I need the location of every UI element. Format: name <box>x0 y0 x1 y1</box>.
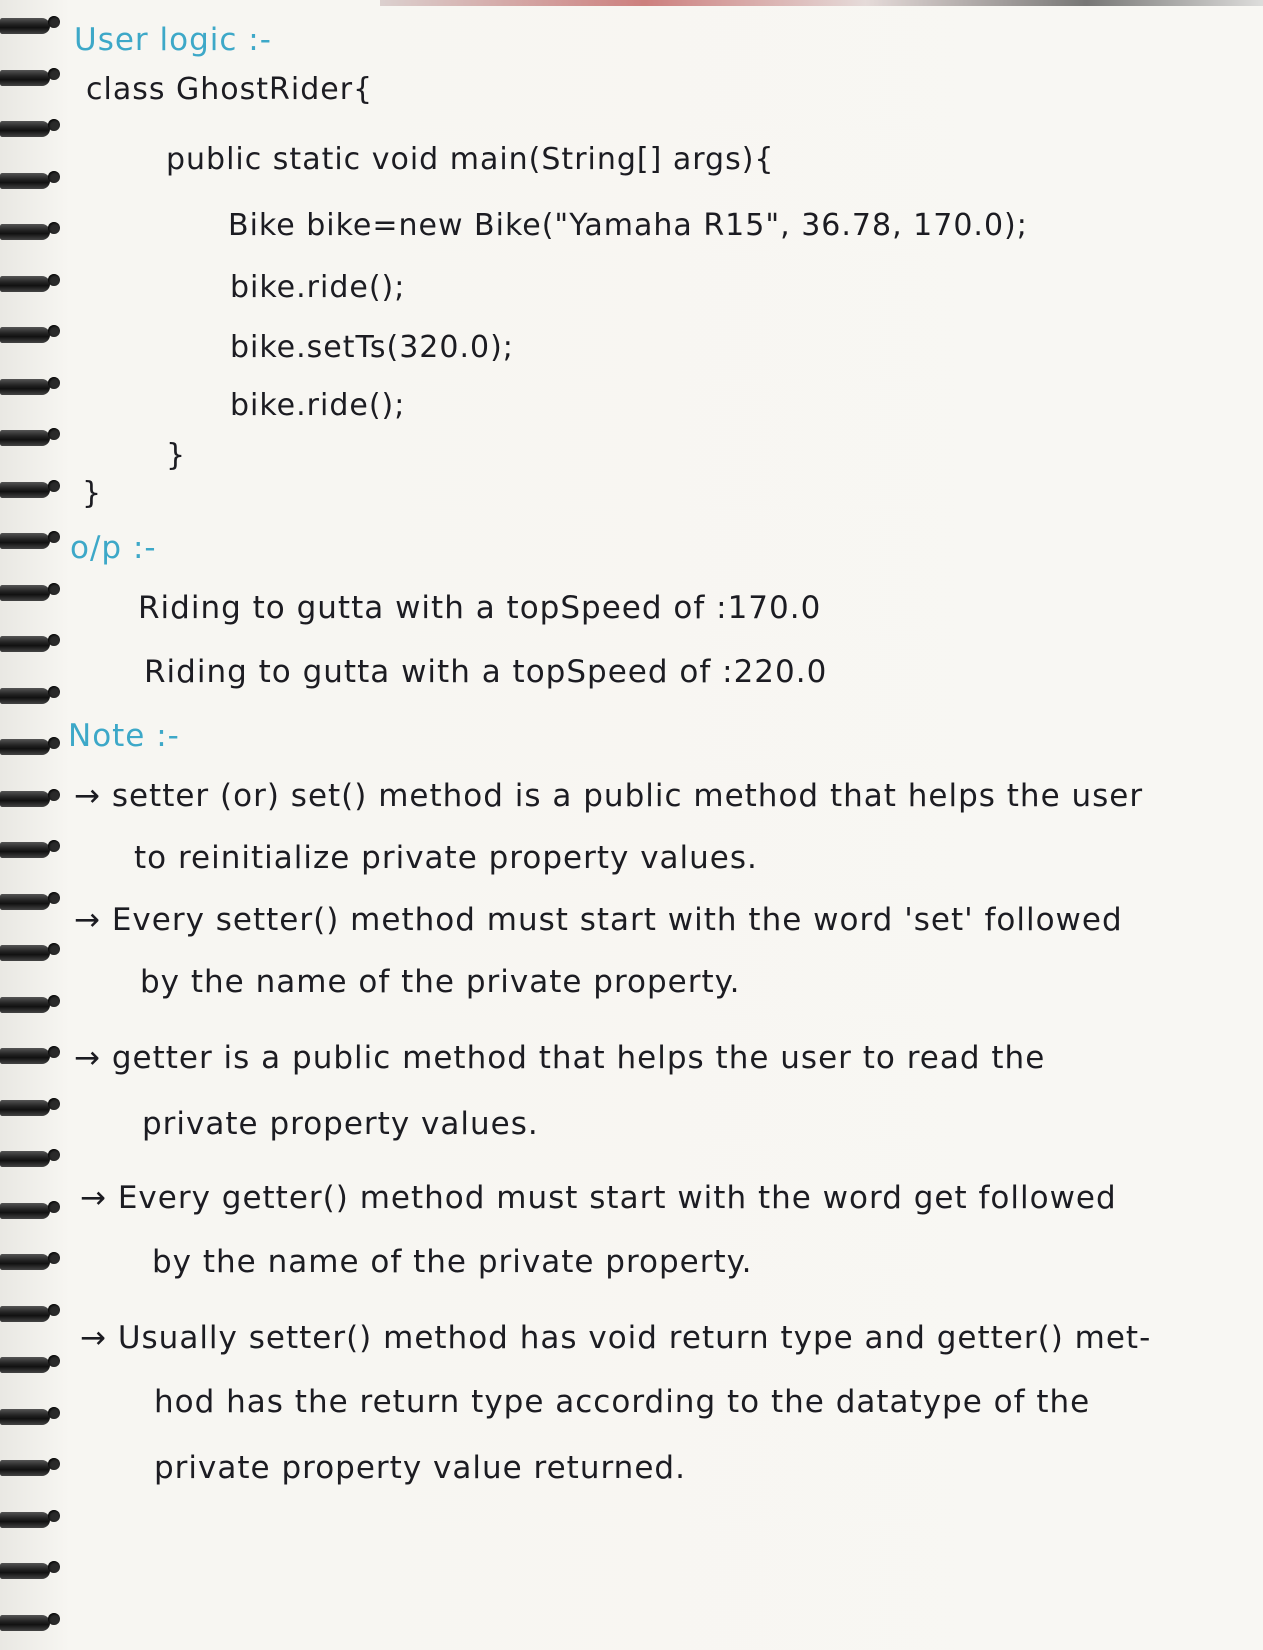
note-line-1: → setter (or) set() method is a public method that helps the user <box>74 778 1144 814</box>
note-line-7: → Every getter() method must start with the word get followed <box>80 1180 1117 1216</box>
output-line-2: Riding to gutta with a topSpeed of :220.0 <box>144 654 828 690</box>
note-line-3: → Every setter() method must start with the word 'set' followed <box>74 902 1123 938</box>
code-line-main: public static void main(String[] args){ <box>166 142 775 177</box>
note-heading: Note :- <box>68 718 180 754</box>
code-line-ride-1: bike.ride(); <box>230 270 406 305</box>
note-line-10: hod has the return type according to the datatype of the <box>154 1384 1091 1420</box>
note-line-9: → Usually setter() method has void return type and getter() met- <box>80 1320 1152 1356</box>
note-line-4: by the name of the private property. <box>140 964 741 1000</box>
code-line-class: class GhostRider{ <box>86 72 374 107</box>
code-line-close-class: } <box>82 476 103 511</box>
user-logic-heading: User logic :- <box>74 22 272 58</box>
note-line-11: private property value returned. <box>154 1450 686 1486</box>
note-line-8: by the name of the private property. <box>152 1244 753 1280</box>
note-line-5: → getter is a public method that helps the user to read the <box>74 1040 1046 1076</box>
note-line-2: to reinitialize private property values. <box>134 840 758 876</box>
code-line-setts: bike.setTs(320.0); <box>230 330 514 365</box>
code-line-new-bike: Bike bike=new Bike("Yamaha R15", 36.78, 170.0); <box>228 208 1028 243</box>
code-line-ride-2: bike.ride(); <box>230 388 406 423</box>
code-line-close-main: } <box>166 438 187 473</box>
output-line-1: Riding to gutta with a topSpeed of :170.0 <box>138 590 822 626</box>
note-line-6: private property values. <box>142 1106 539 1142</box>
output-heading: o/p :- <box>70 530 157 566</box>
